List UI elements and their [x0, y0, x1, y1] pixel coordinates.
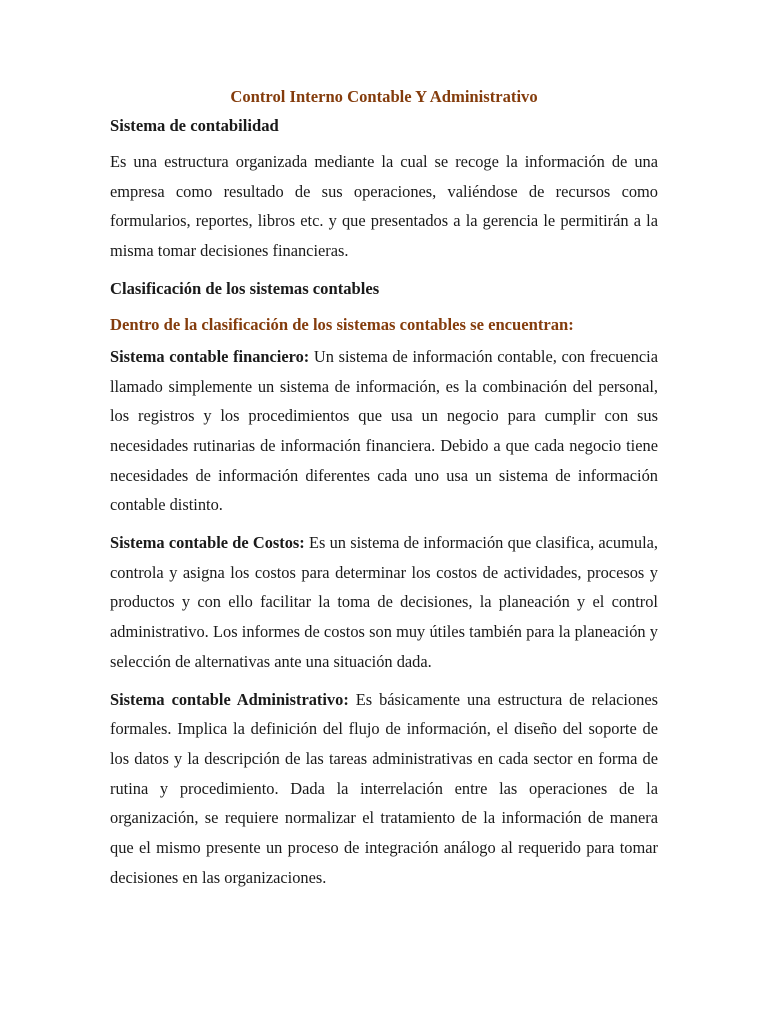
- paragraph-sistema-contabilidad: Es una estructura organizada mediante la cual se recoge la información de una empresa como resultado de sus operaciones, valiéndose de recursos como formularios, reportes, libros etc. y que presentados a la gerencia le permitirán a la misma tomar decisiones financieras.: [110, 152, 658, 261]
- document-content: [110, 86, 658, 892]
- definition-contable-costos: Es un sistema de información que clasifica, acumula, controla y asigna los costos para determinar los costos de actividades, procesos y productos y con ello facilitar la toma de decisiones, la planeación y el control administrativo. Los informes de costos son muy útiles también para la planeación y selección de alternativas ante una situación dada.: [110, 533, 658, 671]
- subheading-clasificacion: Dentro de la clasificación de los sistemas contables se encuentran:: [110, 314, 574, 334]
- definition-contable-administrativo: Es básicamente una estructura de relaciones formales. Implica la definición del flujo de información, el diseño del soporte de los datos y la descripción de las tareas administrativas en cada sector en forma de rutina y procedimiento. Dada la interrelación entre las operaciones de la organización, se requiere normalizar el tratamiento de la información de manera que el mismo presente un proceso de integración análogo al requerido para tomar decisiones en las organizaciones.: [110, 689, 659, 887]
- paragraph-contable-financiero: [110, 342, 658, 520]
- definition-contable-financiero: Un sistema de información contable, con frecuencia llamado simplemente un sistema de información, es la combinación del personal, los registros y los procedimientos que usa un negocio para cumplir con sus necesidades rutinarias de información financiera. Debido a que cada negocio tiene necesidades de información diferentes cada uno usa un sistema de información contable distinto.: [110, 346, 658, 515]
- paragraph-contable-administrativo: [110, 685, 658, 893]
- term-contable-financiero: Sistema contable financiero:: [110, 346, 310, 366]
- section-heading-clasificacion: Clasificación de los sistemas contables: [110, 278, 380, 298]
- term-contable-costos: Sistema contable de Costos:: [110, 533, 305, 553]
- paragraph-contable-costos: [110, 528, 658, 677]
- section-heading-sistema-contabilidad: Sistema de contabilidad: [110, 116, 279, 135]
- term-contable-administrativo: Sistema contable Administrativo:: [110, 689, 349, 709]
- document-title: Control Interno Contable Y Administrativo: [230, 87, 538, 106]
